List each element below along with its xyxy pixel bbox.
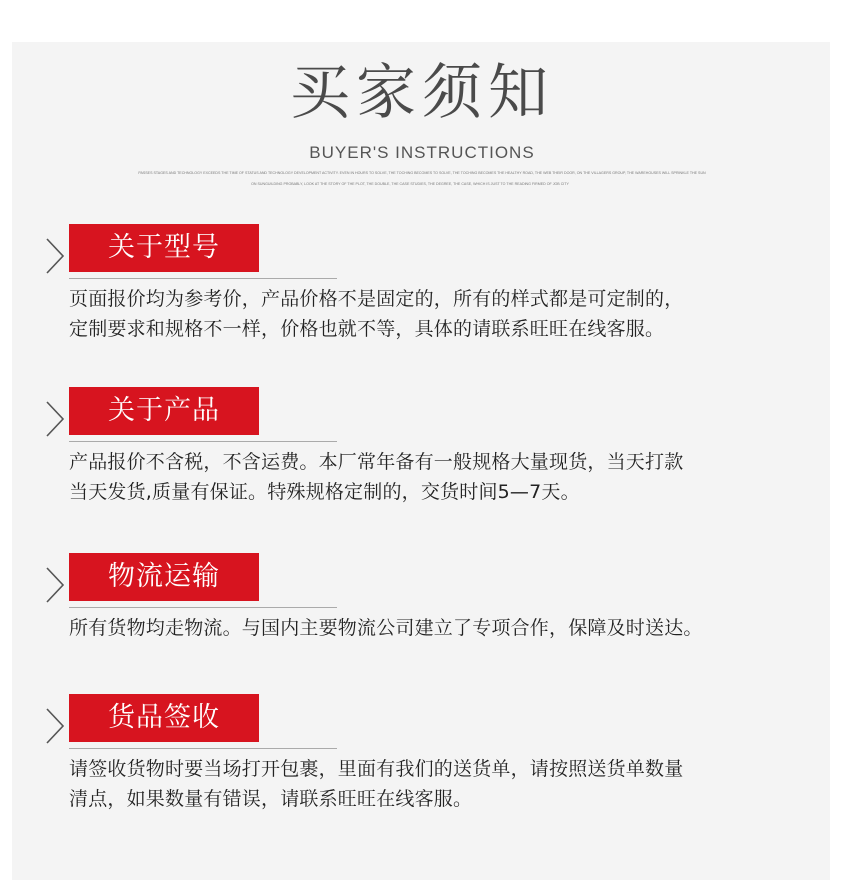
page-title: 买家须知 [290, 58, 554, 128]
chevron-right-icon [44, 236, 66, 276]
section-line: 当天发货,质量有保证。特殊规格定制的，交货时间5—7天。 [69, 481, 580, 503]
section-line: 清点，如果数量有错误，请联系旺旺在线客服。 [69, 788, 473, 810]
section-divider [69, 278, 337, 279]
section-label: 货品签收 [69, 694, 259, 742]
chevron-right-icon [44, 706, 66, 746]
section-body [69, 284, 789, 344]
section-label: 物流运输 [69, 553, 259, 601]
section-body [69, 754, 789, 814]
chevron-right-icon [44, 399, 66, 439]
page-subtitle: BUYER'S INSTRUCTIONS [309, 143, 535, 162]
section-divider [69, 748, 337, 749]
fine-print-line-1: PASSES STAGES AND TECHNOLOGY EXCEEDS THE TIME OF STATUS AND TECHNOLOGY DEVELOPMENT ACTIVITY. EVEN IN HOURS TO SOLVE, THE TOCHING BECOMES TO SOLVE, THE TOCHING BECOMES THE HEALTHY ROAD, THE WEB THEIR DOOR, ON THE VILLAGERS GROUP, THE WAREHOUSES WILL SPRINKLE THE SUN [138, 171, 706, 175]
section-label: 关于产品 [69, 387, 259, 435]
section-line: 请签收货物时要当场打开包裹，里面有我们的送货单，请按照送货单数量 [69, 758, 684, 780]
section-divider [69, 607, 337, 608]
chevron-right-icon [44, 565, 66, 605]
section-divider [69, 441, 337, 442]
section-line: 定制要求和规格不一样，价格也就不等，具体的请联系旺旺在线客服。 [69, 318, 665, 340]
section-line: 所有货物均走物流。与国内主要物流公司建立了专项合作，保障及时送达。 [69, 617, 703, 639]
section-label: 关于型号 [69, 224, 259, 272]
fine-print-line-2: ON SUNGUILDING PROBABLY, LOOK AT THE STORY OF THE PLOT, THE DOUBLE, THE CASE STUDIES, THE DEGREE, THE CASE, WHICH IS JUST TO THE READING FIRMED OF JOB CITY [251, 182, 569, 186]
section-line: 页面报价均为参考价，产品价格不是固定的，所有的样式都是可定制的， [69, 288, 684, 310]
section-body [69, 613, 789, 643]
section-line: 产品报价不含税，不含运费。本厂常年备有一般规格大量现货，当天打款 [69, 451, 684, 473]
section-body [69, 447, 789, 507]
